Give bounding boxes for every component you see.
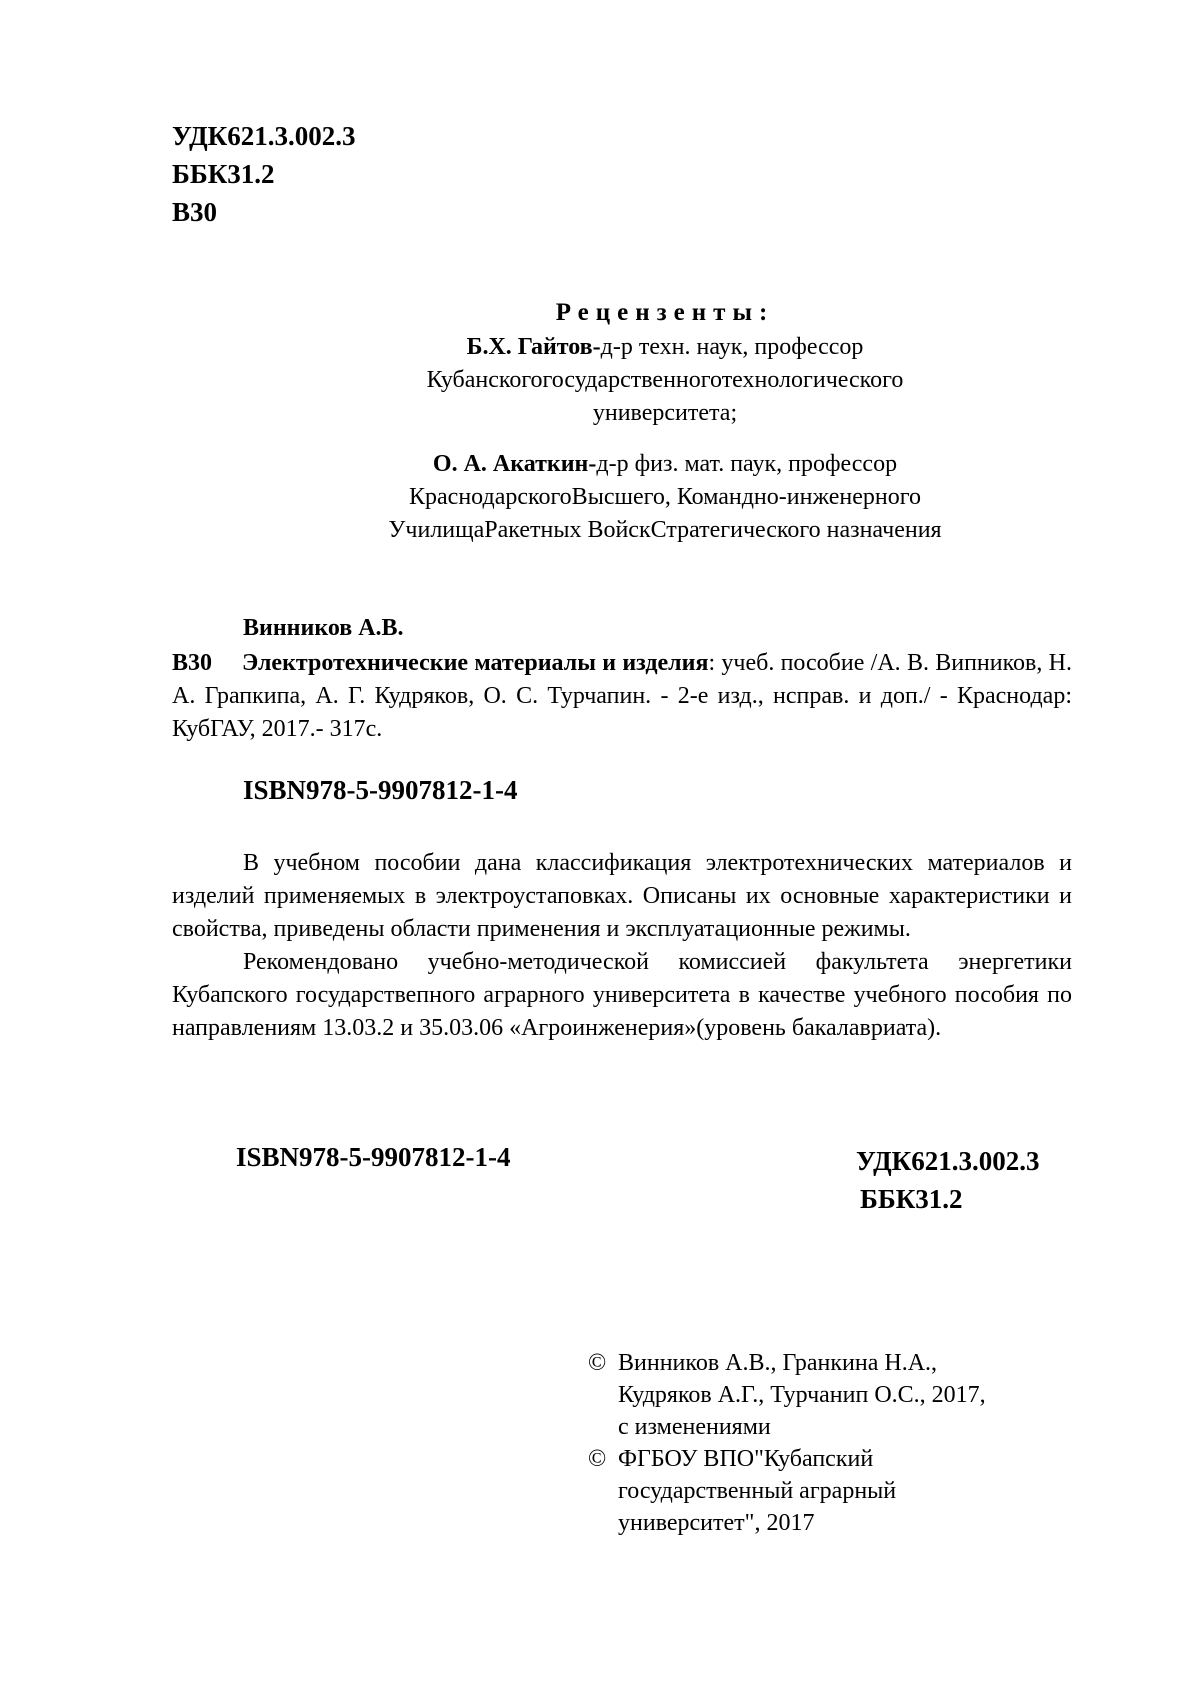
abstract-paragraph-1: В учебном пособии дана классификация электротехнических материалов и изделий применяемых в электроустаповках. Описаны их основные характеристики и свойства, приведены области применения и эксплуатационные режимы. — [172, 850, 1072, 942]
biblio-details: : учеб. пособие /А. В. Випников, Н. А. Грапкипа, А. Г. Кудряков, О. С. Турчапин. - 2-е изд., нсправ. и доп./ - Краснодар: КубГАУ, 2017.- 317с. — [172, 650, 1072, 742]
bibliographic-description — [172, 647, 1072, 746]
copyright-publisher-line: университет", 2017 — [618, 1510, 815, 1536]
classification-codes — [172, 117, 356, 231]
copyright-publisher-line: государственный аграрный — [618, 1478, 897, 1504]
reviewer-2-affiliation-end: УчилищаРакетных ВойскСтратегического назначения — [388, 517, 942, 543]
bbk-code-footer: ББК31.2 — [860, 1184, 963, 1214]
book-title: Электротехнические материалы и изделия — [242, 650, 709, 676]
reviewers-heading: Рецензенты: — [555, 299, 775, 326]
reviewer-1 — [240, 331, 1090, 430]
isbn-footer: ISBN978-5-9907812-1-4 — [236, 1142, 511, 1172]
reviewer-1-affiliation-end: университета; — [592, 400, 738, 426]
udk-code-footer: УДК621.3.002.3 — [856, 1146, 1040, 1176]
reviewer-1-name: Б.Х. Гайтов- — [466, 334, 601, 360]
copyright-symbol: © — [588, 1446, 607, 1472]
copyright-authors-line: с изменениями — [618, 1414, 771, 1440]
reviewers-block — [240, 296, 1090, 547]
reviewer-2 — [240, 448, 1090, 547]
isbn-top: ISBN978-5-9907812-1-4 — [243, 775, 518, 805]
footer-codes — [856, 1142, 1040, 1218]
bbk-code: ББК31.2 — [172, 159, 275, 189]
copyright-authors-line: Винников А.В., Гранкина Н.А., — [618, 1350, 938, 1376]
abstract — [172, 847, 1072, 1045]
copyright-authors — [588, 1347, 986, 1443]
reviewer-2-title: д-р физ. мат. паук, профессор — [596, 451, 898, 477]
reviewer-2-affiliation: КраснодарскогоВысшего, Командно-инженерного — [409, 484, 921, 510]
reviewer-1-affiliation: Кубанскогогосударственноготехнологического — [426, 367, 904, 393]
udk-code: УДК621.3.002.3 — [172, 121, 356, 151]
author-mark: В30 — [172, 197, 218, 227]
abstract-paragraph-2: Рекомендовано учебно-методической комиссией факультета энергетики Кубапского государствепного аграрного университета в качестве учебного пособия по направлениям 13.03.2 и 35.03.06 «Агроинженерия»(уровень бакалавриата). — [172, 949, 1072, 1041]
copyright-authors-line: Кудряков А.Г., Турчанип О.С., 2017, — [618, 1382, 986, 1408]
book-author: Винников А.В. — [243, 615, 404, 641]
biblio-mark: В30 — [172, 650, 213, 676]
copyright-block — [588, 1347, 986, 1539]
reviewer-2-name: О. А. Акаткин- — [432, 451, 597, 477]
copyright-publisher-line: ФГБОУ ВПО"Кубапский — [618, 1446, 874, 1472]
copyright-publisher — [588, 1443, 986, 1539]
reviewer-1-title: д-р техн. наук, профессор — [600, 334, 864, 360]
copyright-symbol: © — [588, 1350, 607, 1376]
